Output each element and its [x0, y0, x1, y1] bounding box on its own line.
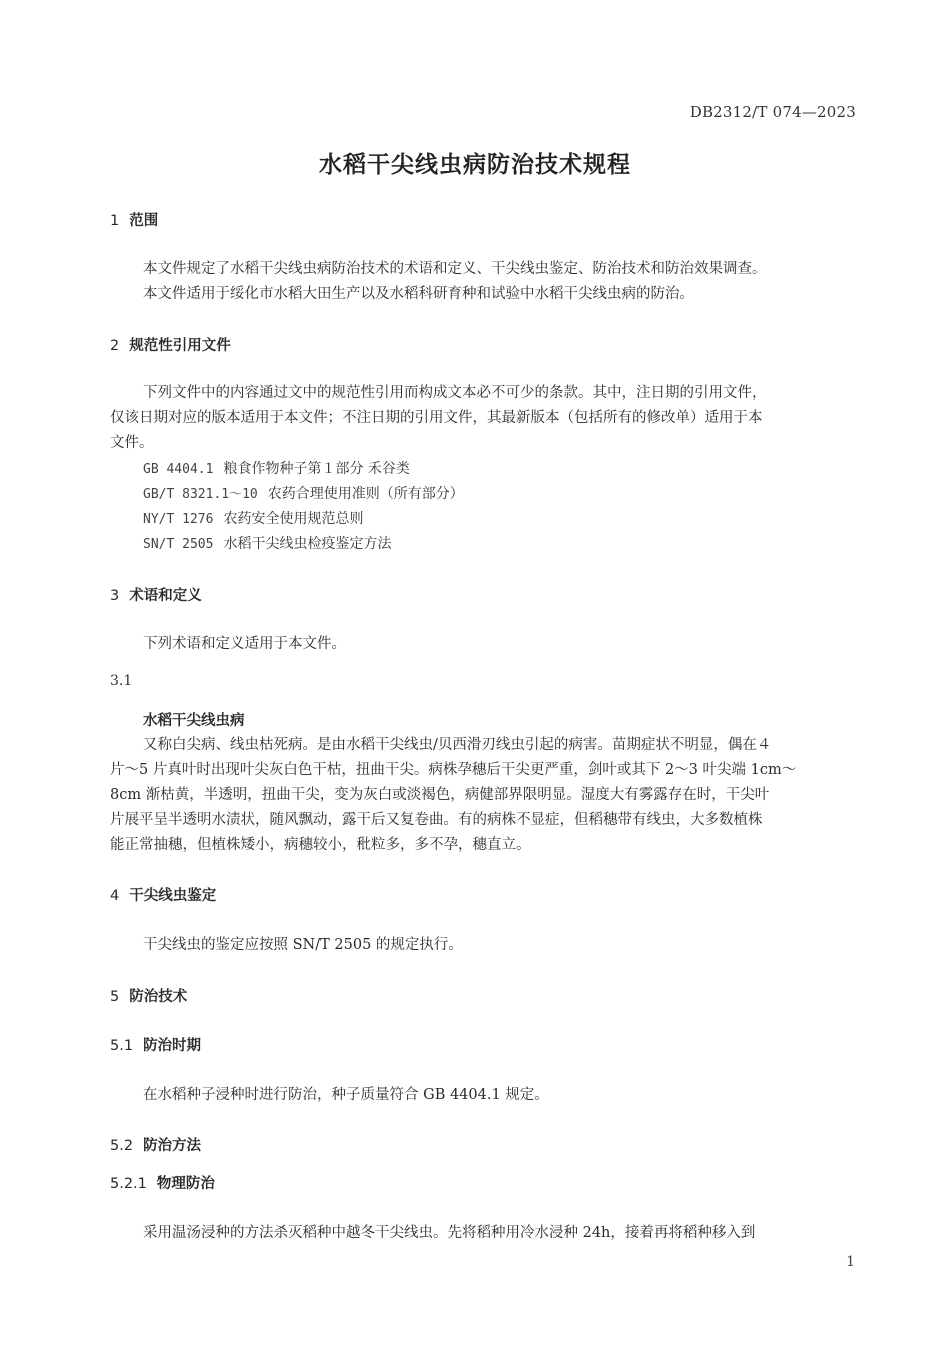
section-number: 5.1	[110, 1038, 134, 1054]
intro-line: 文件。	[110, 435, 154, 451]
definition-line: 片展平呈半透明水渍状，随风飘动，露干后又复卷曲。有的病株不显症，但稻穗带有线虫，大多数植株	[110, 812, 763, 828]
reference-code: NY/T 1276	[143, 512, 214, 527]
reference-name: 水稻干尖线虫检疫鉴定方法	[223, 536, 392, 552]
reference-name: 农药安全使用规范总则	[223, 511, 364, 527]
reference-item	[143, 483, 464, 503]
identification-paragraph: 干尖线虫的鉴定应按照 SN/T 2505 的规定执行。	[143, 937, 463, 953]
section-4-heading	[110, 884, 216, 905]
section-2-heading	[110, 334, 231, 355]
page-number: 1	[846, 1254, 855, 1270]
section-5-heading	[110, 985, 187, 1006]
section-number: 5.2	[110, 1138, 134, 1154]
intro-line: 仅该日期对应的版本适用于本文件；不注日期的引用文件，其最新版本（包括所有的修改单）适用于本	[110, 410, 763, 426]
section-title: 防治方法	[143, 1138, 202, 1154]
definition-line: 8cm 渐枯黄，半透明，扭曲干尖，变为灰白或淡褐色，病健部界限明显。湿度大有雾露存在时，干尖叶	[110, 787, 770, 803]
term-number: 3.1	[110, 673, 133, 689]
section-5-2-1-heading	[110, 1172, 215, 1193]
section-number: 3	[110, 588, 120, 604]
reference-item	[143, 508, 363, 528]
section-title: 术语和定义	[129, 588, 202, 604]
section-1-heading	[110, 209, 158, 230]
section-number: 1	[110, 213, 120, 229]
section-3-heading	[110, 584, 202, 605]
section-title: 防治时期	[143, 1038, 202, 1054]
section-number: 5	[110, 989, 120, 1005]
reference-code: SN/T 2505	[143, 537, 214, 552]
term-name: 水稻干尖线虫病	[143, 713, 245, 729]
reference-name: 农药合理使用准则（所有部分）	[267, 486, 464, 502]
section-5-1-heading	[110, 1034, 201, 1055]
definition-line: 片～5 片真叶时出现叶尖灰白色干枯，扭曲干尖。病株孕穗后干尖更严重，剑叶或其下 2～3 叶尖端 1cm～	[110, 762, 797, 778]
reference-code: GB/T 8321.1～10	[143, 487, 258, 502]
document-title: 水稻干尖线虫病防治技术规程	[319, 152, 631, 178]
section-title: 物理防治	[156, 1176, 215, 1192]
reference-item	[143, 458, 410, 478]
section-title: 范围	[129, 213, 159, 229]
section-title: 干尖线虫鉴定	[129, 888, 217, 904]
scope-paragraph-1: 本文件规定了水稻干尖线虫病防治技术的术语和定义、干尖线虫鉴定、防治技术和防治效果调查。	[143, 261, 767, 277]
section-number: 4	[110, 888, 120, 904]
scope-paragraph-2: 本文件适用于绥化市水稻大田生产以及水稻科研育种和试验中水稻干尖线虫病的防治。	[143, 286, 694, 302]
definition-line: 又称白尖病、线虫枯死病。是由水稻干尖线虫/贝西滑刃线虫引起的病害。苗期症状不明显，偶在４	[143, 737, 772, 753]
section-number: 2	[110, 338, 120, 354]
term-definition	[110, 733, 856, 859]
terms-intro: 下列术语和定义适用于本文件。	[143, 636, 346, 652]
reference-name: 粮食作物种子第１部分 禾谷类	[223, 461, 410, 477]
document-code: DB2312/T 074—2023	[689, 103, 856, 121]
reference-code: GB 4404.1	[143, 462, 214, 477]
references-intro	[110, 381, 856, 457]
section-title: 防治技术	[129, 989, 188, 1005]
section-5-2-heading	[110, 1134, 201, 1155]
control-period-paragraph: 在水稻种子浸种时进行防治，种子质量符合 GB 4404.1 规定。	[143, 1087, 549, 1103]
section-title: 规范性引用文件	[129, 338, 231, 354]
intro-line: 下列文件中的内容通过文中的规范性引用而构成文本必不可少的条款。其中，注日期的引用文件，	[143, 385, 767, 401]
physical-control-paragraph: 采用温汤浸种的方法杀灭稻种中越冬干尖线虫。先将稻种用冷水浸种 24h，接着再将稻种移入到	[143, 1225, 756, 1241]
section-number: 5.2.1	[110, 1176, 147, 1192]
reference-item	[143, 533, 391, 553]
definition-line: 能正常抽穗，但植株矮小，病穗较小，秕粒多，多不孕，穗直立。	[110, 837, 531, 853]
